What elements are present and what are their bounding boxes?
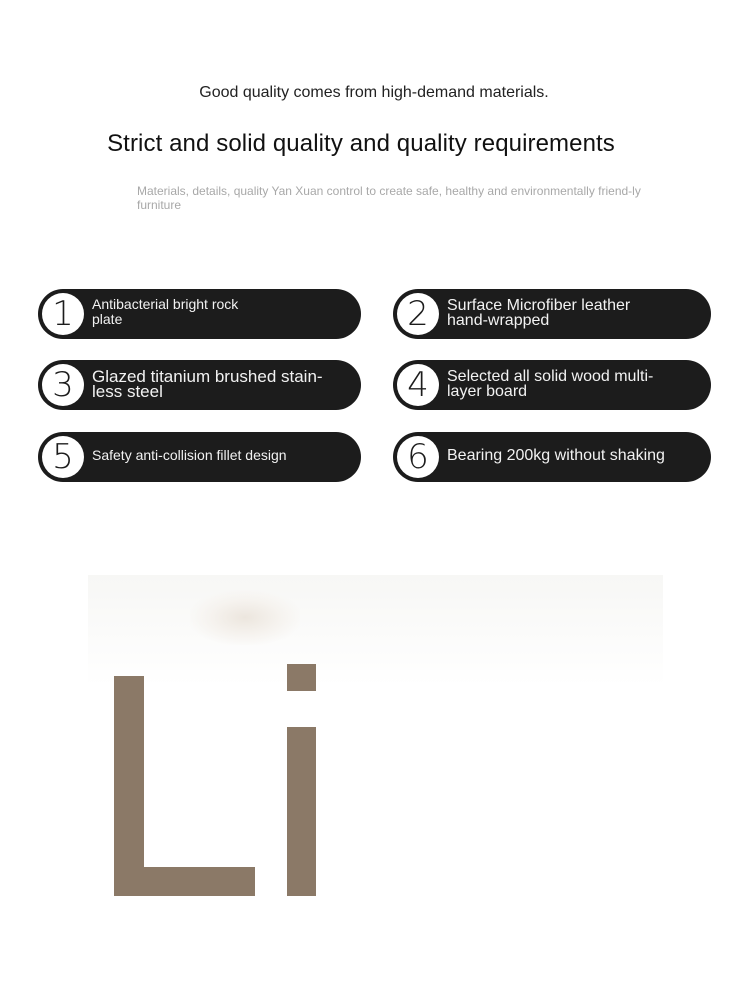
feature-number-badge: 1 — [42, 293, 84, 335]
feature-label: Bearing 200kg without shaking — [447, 447, 665, 464]
feature-number-badge: 5 — [42, 436, 84, 478]
feature-item-fillet-design — [38, 432, 361, 482]
feature-item-stainless-steel — [38, 360, 361, 410]
product-image-highlight — [190, 590, 300, 645]
feature-item-load-bearing — [393, 432, 711, 482]
feature-label: Glazed titanium brushed stain-less steel — [92, 367, 323, 401]
tagline — [0, 84, 750, 102]
feature-label: Selected all solid wood multi-layer board — [447, 368, 654, 400]
feature-number-badge: 6 — [397, 436, 439, 478]
feature-item-rock-plate — [38, 289, 361, 339]
logo-letter-i-stem — [287, 727, 316, 896]
logo-letter-i-dot — [287, 664, 316, 691]
logo-letter-l-base — [114, 867, 255, 896]
feature-label: Antibacterial bright rock plate — [92, 296, 239, 327]
feature-number-badge: 2 — [397, 293, 439, 335]
feature-item-solid-wood — [393, 360, 711, 410]
page-headline: Strict and solid quality and quality requirements — [107, 130, 615, 157]
feature-item-microfiber-leather — [393, 289, 711, 339]
logo-letter-l-stem — [114, 676, 144, 896]
feature-label: Safety anti-collision fillet design — [92, 447, 287, 463]
feature-number-badge: 4 — [397, 364, 439, 406]
feature-label: Surface Microfiber leather hand-wrapped — [447, 297, 631, 329]
tagline-text: Good quality comes from high-demand materials. — [199, 84, 549, 101]
feature-number-badge: 3 — [42, 364, 84, 406]
intro-description: Materials, details, quality Yan Xuan control to create safe, healthy and environmentally friend-ly furniture — [137, 184, 641, 212]
